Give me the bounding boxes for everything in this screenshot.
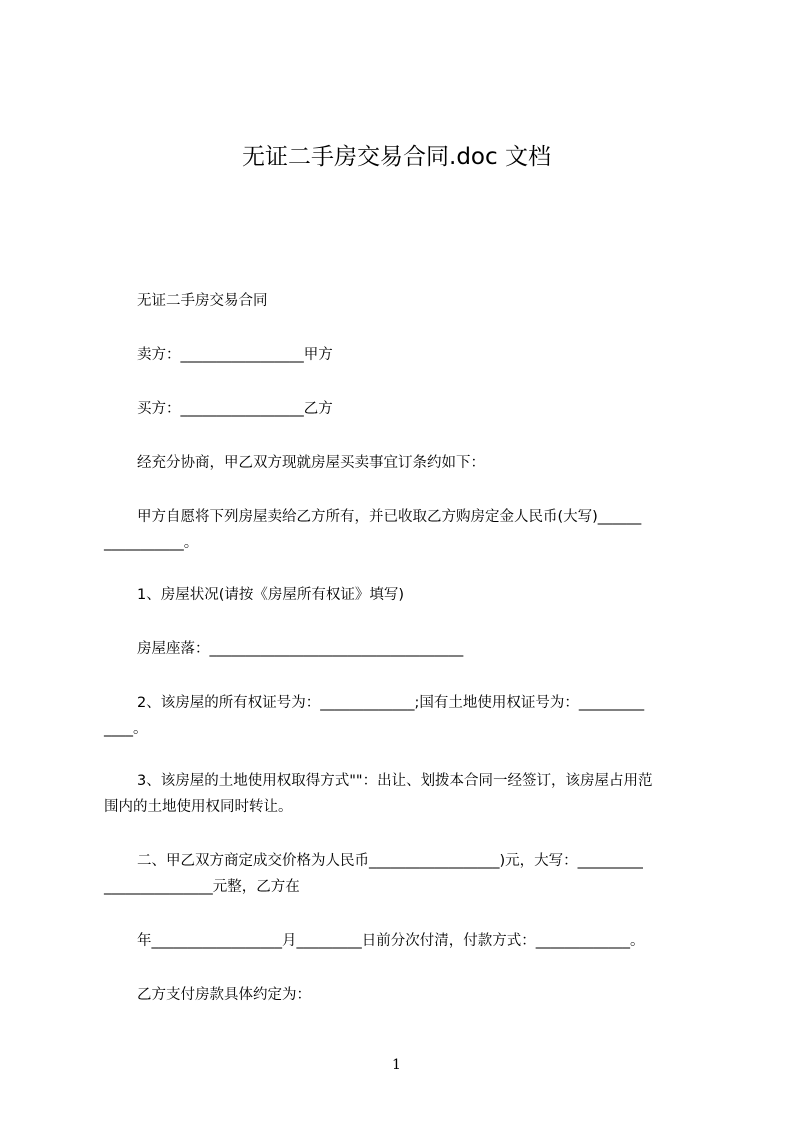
price-clause: 二、甲乙双方商定成交价格为人民币__________________)元，大写：_________ [137, 853, 643, 869]
page-number: 1 [392, 1057, 401, 1073]
seller-line: 卖方：_________________甲方 [137, 347, 333, 363]
payment-date-line: 年__________________月_________日前分次付清，付款方式：_____________。 [137, 933, 645, 949]
property-location-line: 房屋座落：___________________________________ [137, 641, 464, 657]
certificate-number-continued: ____。 [104, 721, 148, 737]
land-use-clause-continued: 围内的土地使用权同时转让。 [104, 799, 293, 815]
deposit-clause: 甲方自愿将下列房屋卖给乙方所有，并已收取乙方购房定金人民币(大写)______ [137, 509, 642, 525]
property-status-heading: 1、房屋状况(请按《房屋所有权证》填写) [137, 587, 405, 603]
payment-terms-line: 乙方支付房款具体约定为： [137, 987, 311, 1003]
agreement-intro: 经充分协商，甲乙双方现就房屋买卖事宜订条约如下： [137, 455, 485, 471]
price-clause-continued: _______________元整，乙方在 [104, 879, 300, 895]
contract-heading: 无证二手房交易合同 [137, 293, 268, 309]
certificate-number-clause: 2、该房屋的所有权证号为：_____________;国有土地使用权证号为：_________ [137, 695, 645, 711]
land-use-clause: 3、该房屋的土地使用权取得方式""：出让、划拨本合同一经签订，该房屋占用范 [137, 773, 653, 789]
deposit-clause-continued: ___________。 [104, 535, 199, 551]
buyer-line: 买方：_________________乙方 [137, 401, 333, 417]
document-title: 无证二手房交易合同.doc 文档 [242, 144, 551, 170]
